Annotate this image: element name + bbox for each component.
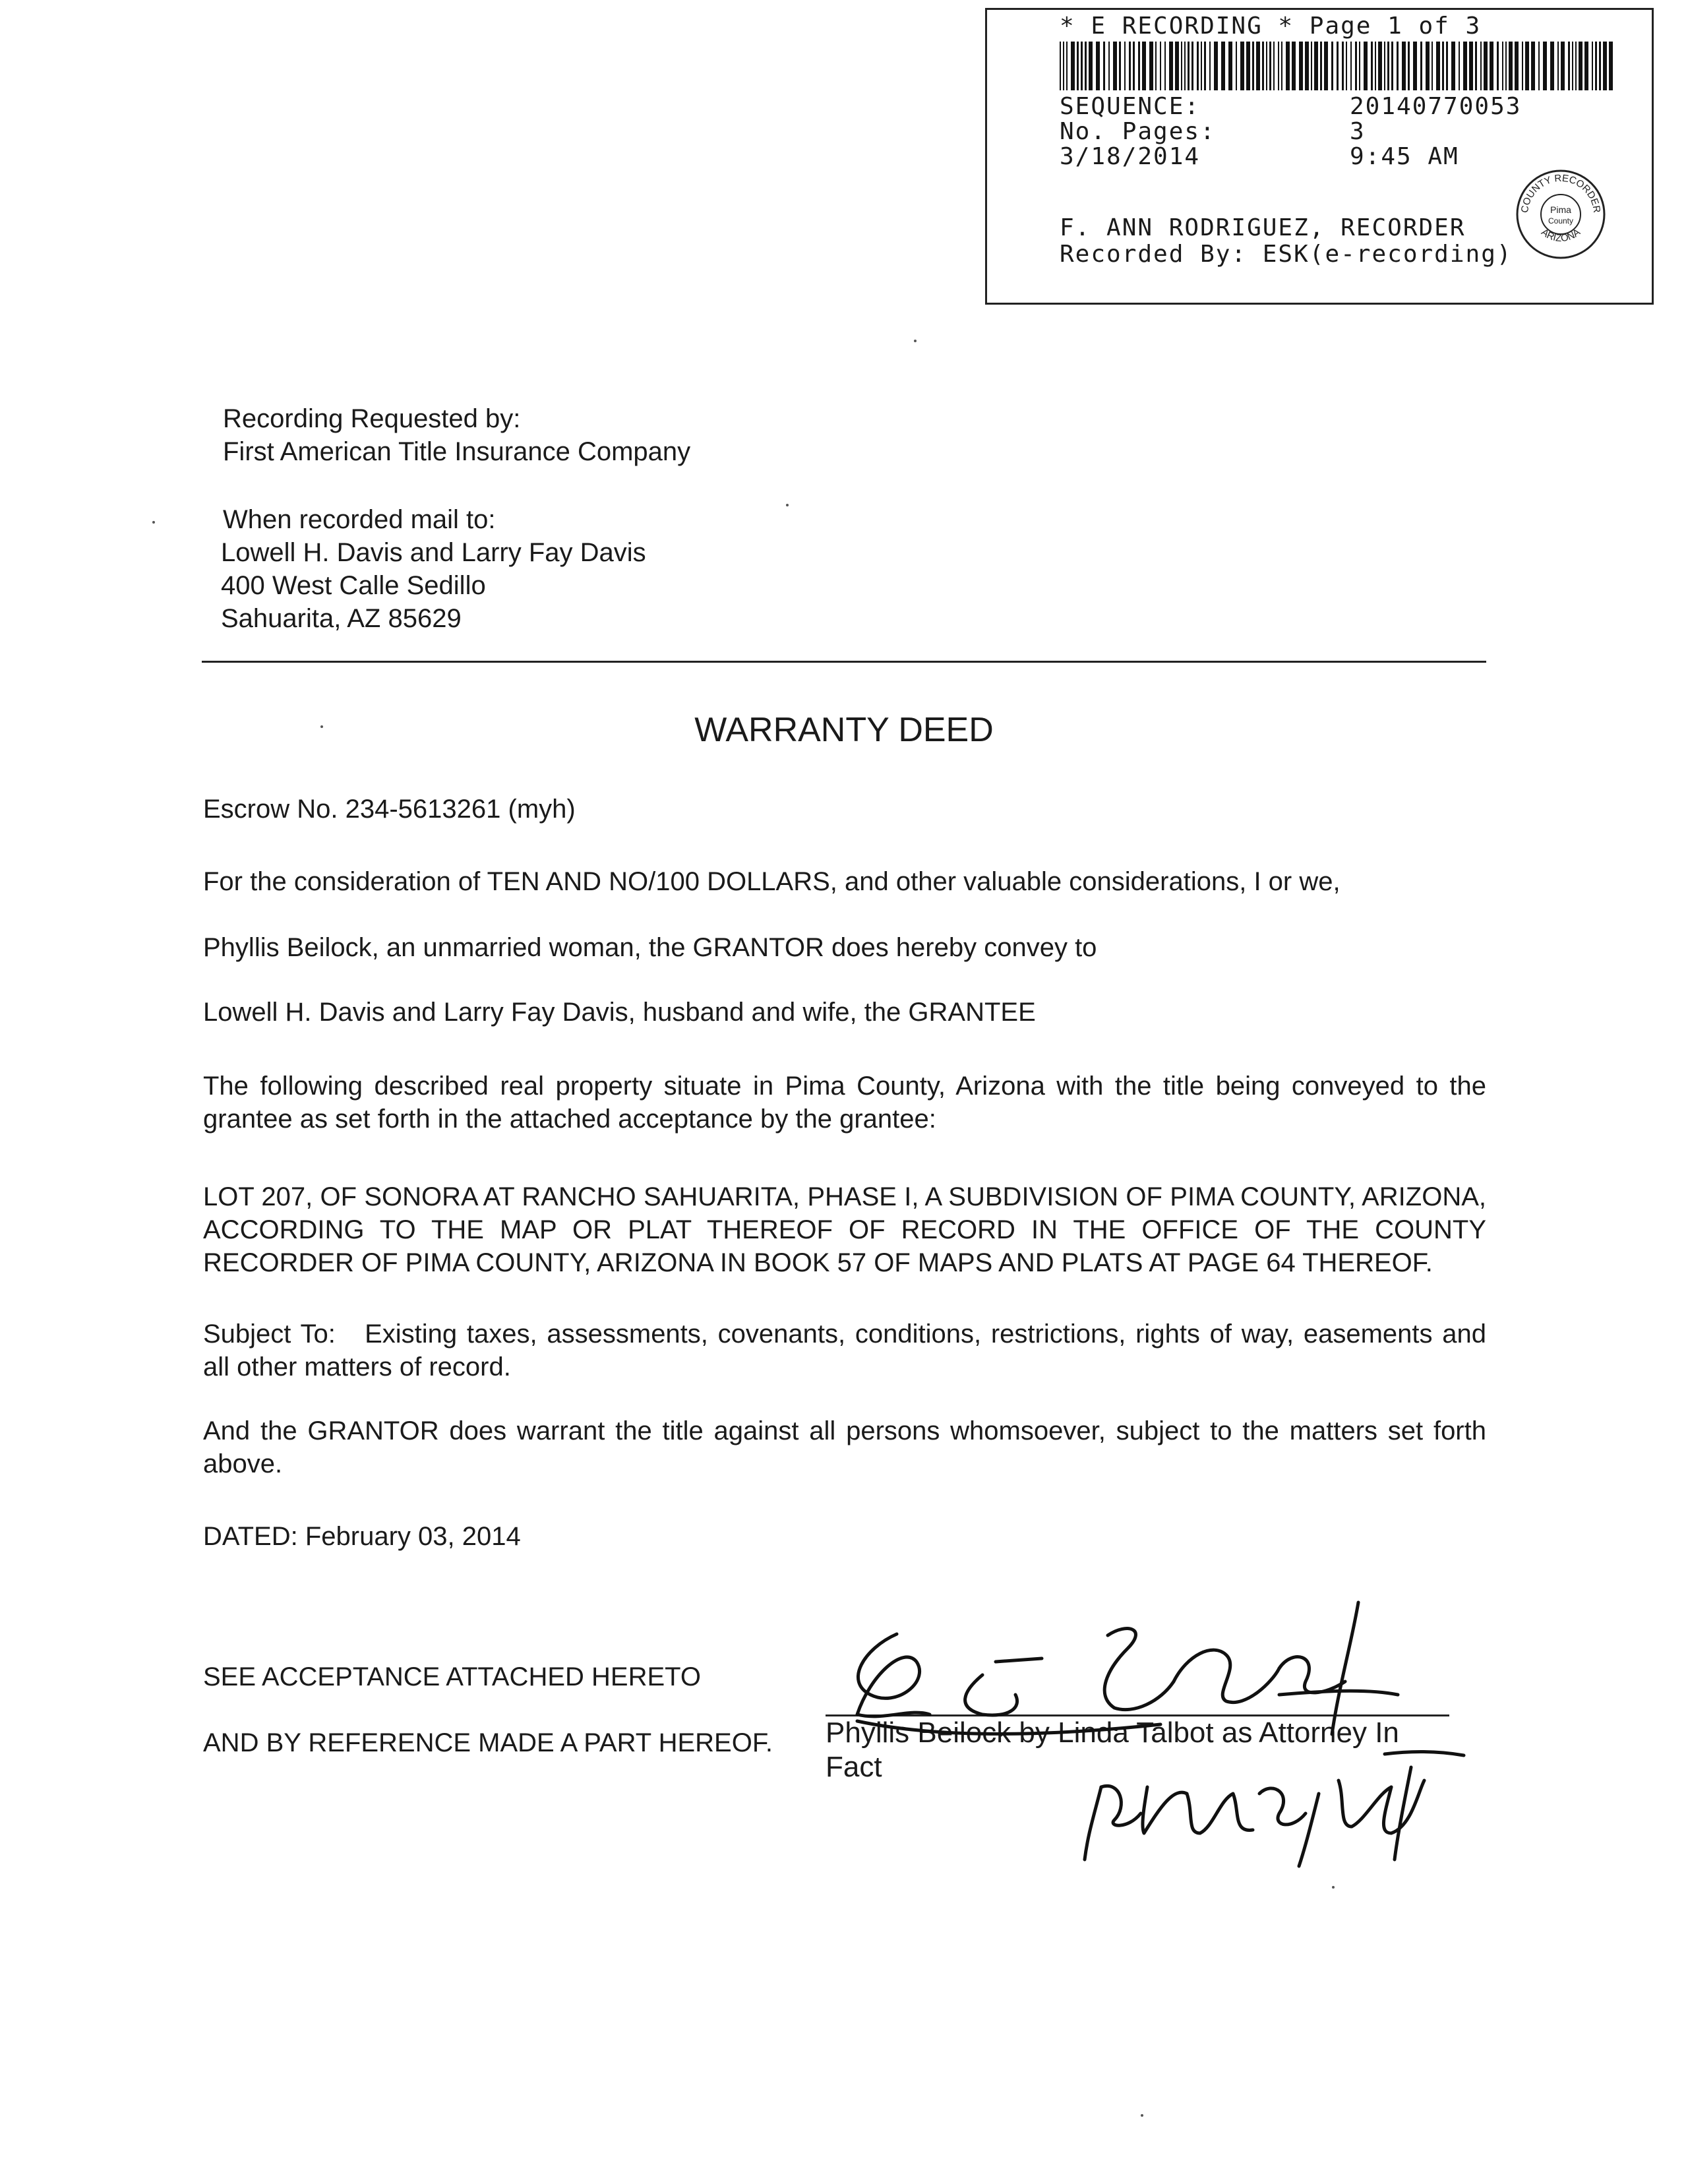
seal-pima-text: Pima xyxy=(1550,204,1571,215)
barcode-bar xyxy=(1169,42,1173,90)
barcode-bar xyxy=(1081,42,1083,90)
barcode-bar xyxy=(1246,42,1250,90)
acceptance-line-1: SEE ACCEPTANCE ATTACHED HERETO xyxy=(203,1662,701,1691)
barcode-bar xyxy=(1262,42,1264,90)
barcode-bar xyxy=(1543,42,1547,90)
barcode-bar xyxy=(1096,42,1100,90)
barcode-bar xyxy=(1324,42,1328,90)
barcode-bar xyxy=(1603,42,1607,90)
mail-to-name: Lowell H. Davis and Larry Fay Davis xyxy=(221,538,646,567)
barcode-bar xyxy=(1402,42,1406,90)
barcode-bar xyxy=(1595,42,1597,90)
mail-to-label: When recorded mail to: xyxy=(223,505,496,534)
barcode-bar xyxy=(1480,42,1482,90)
barcode-bar xyxy=(1378,42,1382,90)
barcode-bar xyxy=(1355,42,1357,90)
barcode-bar xyxy=(1469,42,1473,90)
barcode-bar xyxy=(1252,42,1254,90)
stamp-datetime-row xyxy=(1060,143,1600,169)
barcode-bar xyxy=(1197,42,1199,90)
dated-text: DATED: February 03, 2014 xyxy=(203,1522,521,1551)
stamp-recorder: F. ANN RODRIGUEZ, RECORDER xyxy=(1060,214,1466,241)
barcode-bar xyxy=(1175,42,1179,90)
barcode-bar xyxy=(1071,42,1075,90)
barcode-bar xyxy=(1184,42,1186,90)
seal-county-text: County xyxy=(1548,216,1574,226)
barcode-bar xyxy=(1108,42,1110,90)
barcode-bar xyxy=(1502,42,1503,90)
barcode-bar xyxy=(1408,42,1410,90)
barcode-bar xyxy=(1155,42,1157,90)
barcode-bar xyxy=(1538,42,1540,90)
barcode-bar xyxy=(1525,42,1529,90)
barcode-bar xyxy=(1060,42,1061,90)
barcode-bar xyxy=(1066,42,1068,90)
barcode-bar xyxy=(1133,42,1135,90)
barcode-bar xyxy=(1391,42,1393,90)
barcode-bar xyxy=(1387,42,1389,90)
barcode-bar xyxy=(1273,42,1275,90)
seal-bottom-text: ARIZONA xyxy=(1539,226,1582,245)
consideration-text: For the consideration of TEN AND NO/100 DOLLARS, and other valuable considerations, I or we, xyxy=(203,867,1341,896)
barcode-bar xyxy=(1256,42,1260,90)
recording-requested-company: First American Title Insurance Company xyxy=(223,437,691,466)
barcode-bar xyxy=(1475,42,1477,90)
barcode xyxy=(1060,42,1613,90)
barcode-bar xyxy=(1490,42,1493,90)
barcode-bar xyxy=(1209,42,1211,90)
recorder-stamp xyxy=(985,8,1654,305)
stamp-pages-value: 3 xyxy=(1350,118,1366,145)
property-intro: The following described real property situate in Pima County, Arizona with the title being conveyed to the grantee as set forth in the attached acceptance by the grantee: xyxy=(203,1072,1486,1134)
barcode-bar xyxy=(1292,42,1296,90)
barcode-bar xyxy=(1342,42,1344,90)
barcode-bar xyxy=(1286,42,1290,90)
acceptance-line-2: AND BY REFERENCE MADE A PART HEREOF. xyxy=(203,1728,773,1757)
scan-speck xyxy=(786,504,789,506)
barcode-bar xyxy=(1201,42,1202,90)
barcode-bar xyxy=(1505,42,1507,90)
barcode-bar xyxy=(1413,42,1417,90)
barcode-bar xyxy=(1575,42,1577,90)
mail-to-city: Sahuarita, AZ 85629 xyxy=(221,604,462,633)
handwritten-signature xyxy=(818,1583,1477,1873)
barcode-bar xyxy=(1592,42,1593,90)
barcode-bar xyxy=(1188,42,1190,90)
barcode-bar xyxy=(1181,42,1182,90)
scan-speck xyxy=(1332,1886,1335,1889)
signature-caption: Phyllis Beilock by Linda Talbot as Attorney In Fact xyxy=(826,1716,1399,1783)
barcode-bar xyxy=(1436,42,1440,90)
stamp-date: 3/18/2014 xyxy=(1060,143,1201,170)
barcode-bar xyxy=(1432,42,1433,90)
barcode-bar xyxy=(1240,42,1244,90)
document-title: WARRANTY DEED xyxy=(694,711,994,749)
mail-to-street: 400 West Calle Sedillo xyxy=(221,571,486,600)
stamp-sequence-value: 20140770053 xyxy=(1350,93,1522,120)
barcode-bar xyxy=(1599,42,1601,90)
barcode-bar xyxy=(1484,42,1488,90)
barcode-bar xyxy=(1463,42,1467,90)
barcode-bar xyxy=(1113,42,1117,90)
barcode-bar xyxy=(1204,42,1206,90)
recording-requested-label: Recording Requested by: xyxy=(223,404,521,433)
barcode-bar xyxy=(1266,42,1267,90)
barcode-bar xyxy=(1359,42,1360,90)
barcode-bar xyxy=(1509,42,1513,90)
legal-description: LOT 207, OF SONORA AT RANCHO SAHUARITA, PHASE I, A SUBDIVISION OF PIMA COUNTY, ARIZONA, ACCORDING TO THE MAP OR PLAT THEREOF OF RECORD IN THE OFFICE OF THE COUNTY RECORDER OF PIMA COUNTY, ARIZONA IN BOOK 57 OF MAPS AND PLATS AT PAGE 64 THEREOF. xyxy=(203,1182,1486,1277)
barcode-bar xyxy=(1497,42,1499,90)
barcode-bar xyxy=(1160,42,1161,90)
barcode-bar xyxy=(1077,42,1079,90)
stamp-recorded-by: Recorded By: ESK(e-recording) xyxy=(1060,241,1513,268)
warranty-text: And the GRANTOR does warrant the title against all persons whomsoever, subject to the matters set forth above. xyxy=(203,1416,1486,1478)
scan-speck xyxy=(914,340,917,342)
barcode-bar xyxy=(1228,42,1232,90)
barcode-bar xyxy=(1350,42,1352,90)
barcode-bar xyxy=(1063,42,1064,90)
barcode-bar xyxy=(1236,42,1237,90)
barcode-bar xyxy=(1572,42,1573,90)
barcode-bar xyxy=(1426,42,1430,90)
barcode-bar xyxy=(1124,42,1126,90)
barcode-bar xyxy=(1149,42,1153,90)
barcode-bar xyxy=(1371,42,1373,90)
barcode-bar xyxy=(1375,42,1376,90)
barcode-bar xyxy=(1451,42,1455,90)
county-seal-icon xyxy=(1515,168,1607,260)
header-divider xyxy=(202,661,1486,663)
barcode-bar xyxy=(1129,42,1131,90)
barcode-bar xyxy=(1281,42,1282,90)
barcode-bar xyxy=(1557,42,1559,90)
scan-speck xyxy=(320,725,323,728)
barcode-bar xyxy=(1459,42,1460,90)
barcode-bar xyxy=(1305,42,1309,90)
barcode-bar xyxy=(1311,42,1312,90)
barcode-bar xyxy=(1397,42,1399,90)
stamp-sequence-label: SEQUENCE: xyxy=(1060,93,1201,120)
barcode-bar xyxy=(1221,42,1225,90)
barcode-bar xyxy=(1089,42,1093,90)
barcode-bar xyxy=(1531,42,1535,90)
escrow-number: Escrow No. 234-5613261 (myh) xyxy=(203,795,576,824)
subject-to-text: Subject To: Existing taxes, assessments, covenants, conditions, restrictions, rights of way, easements and all other matters of record. xyxy=(203,1320,1494,1381)
barcode-bar xyxy=(1299,42,1303,90)
barcode-bar xyxy=(1346,42,1347,90)
seal-top-text: COUNTY RECORDER xyxy=(1519,172,1603,214)
barcode-bar xyxy=(1561,42,1565,90)
barcode-bar xyxy=(1142,42,1146,90)
barcode-bar xyxy=(1584,42,1588,90)
barcode-bar xyxy=(1214,42,1218,90)
barcode-bar xyxy=(1568,42,1570,90)
barcode-bar xyxy=(1515,42,1519,90)
barcode-bar xyxy=(1579,42,1582,90)
barcode-bar xyxy=(1442,42,1444,90)
scan-speck xyxy=(152,521,155,524)
barcode-bar xyxy=(1337,42,1339,90)
stamp-header: * E RECORDING * Page 1 of 3 xyxy=(1060,13,1482,40)
stamp-pages-label: No. Pages: xyxy=(1060,118,1216,145)
barcode-bar xyxy=(1138,42,1140,90)
barcode-bar xyxy=(1278,42,1279,90)
stamp-sequence-row xyxy=(1060,93,1600,119)
barcode-bar xyxy=(1269,42,1271,90)
stamp-pages-row xyxy=(1060,118,1600,144)
barcode-bar xyxy=(1191,42,1193,90)
barcode-bar xyxy=(1364,42,1368,90)
barcode-bar xyxy=(1331,42,1333,90)
barcode-bar xyxy=(1119,42,1121,90)
barcode-bar xyxy=(1522,42,1523,90)
grantor-text: Phyllis Beilock, an unmarried woman, the GRANTOR does hereby convey to xyxy=(203,933,1097,962)
barcode-bar xyxy=(1164,42,1166,90)
barcode-bar xyxy=(1103,42,1105,90)
barcode-bar xyxy=(1314,42,1318,90)
barcode-bar xyxy=(1320,42,1322,90)
grantee-text: Lowell H. Davis and Larry Fay Davis, husband and wife, the GRANTEE xyxy=(203,998,1036,1027)
barcode-bar xyxy=(1550,42,1554,90)
barcode-bar xyxy=(1446,42,1448,90)
scan-speck xyxy=(1141,2114,1143,2117)
stamp-time: 9:45 AM xyxy=(1350,143,1459,170)
barcode-bar xyxy=(1420,42,1422,90)
barcode-bar xyxy=(1384,42,1385,90)
barcode-bar xyxy=(1609,42,1613,90)
barcode-bar xyxy=(1085,42,1087,90)
